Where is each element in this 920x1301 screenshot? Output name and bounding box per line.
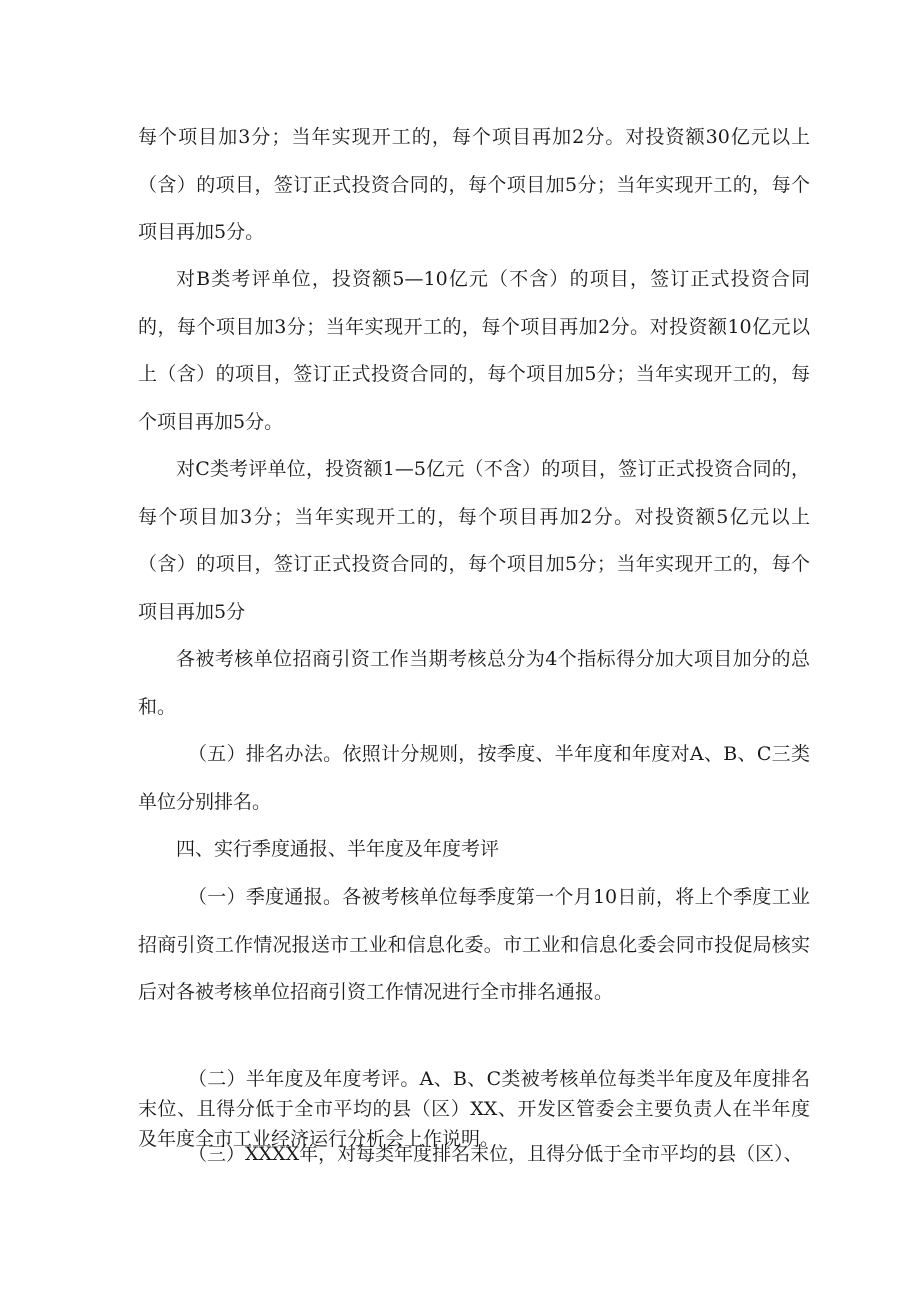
paragraph-7: （一）季度通报。各被考核单位每季度第一个月10日前，将上个季度工业招商引资工作情况报送市工业和信息化委。市工业和信息化委会同市投促局核实后对各被考核单位招商引资工作情况进行全市排名通报。 <box>138 886 810 1003</box>
paragraph-4: 各被考核单位招商引资工作当期考核总分为4个指标得分加大项目加分的总和。 <box>138 648 810 718</box>
paragraph-8: （二）半年度及年度考评。A、B、C类被考核单位每类半年度及年度排名末位、且得分低于全市平均的县（区）XX、开发区管委会主要负责人在半年度及年度全市工业经济运行分析会上作说明。 <box>138 1068 810 1150</box>
paragraph-2: 对B类考评单位，投资额5—10亿元（不含）的项目，签订正式投资合同的，每个项目加3分；当年实现开工的，每个项目再加2分。对投资额10亿元以上（含）的项目，签订正式投资合同的，每个项目加5分；当年实现开工的，每个项目再加5分。 <box>138 268 810 433</box>
section-heading: 四、实行季度通报、半年度及年度考评 <box>176 838 500 860</box>
paragraph-5: （五）排名办法。依照计分规则，按季度、半年度和年度对A、B、C三类单位分别排名。 <box>138 743 810 813</box>
paragraph-9: （三）XXXX年，对每类年度排名末位，且得分低于全市平均的县（区）、 <box>188 1143 803 1165</box>
paragraph-1: 每个项目加3分；当年实现开工的，每个项目再加2分。对投资额30亿元以上（含）的项目，签订正式投资合同的，每个项目加5分；当年实现开工的，每个项目再加5分。 <box>138 126 810 243</box>
paragraph-3: 对C类考评单位，投资额1—5亿元（不含）的项目，签订正式投资合同的，每个项目加3分；当年实现开工的，每个项目再加2分。对投资额5亿元以上（含）的项目，签订正式投资合同的，每个项目加5分；当年实现开工的，每个项目再加5分 <box>138 458 810 623</box>
